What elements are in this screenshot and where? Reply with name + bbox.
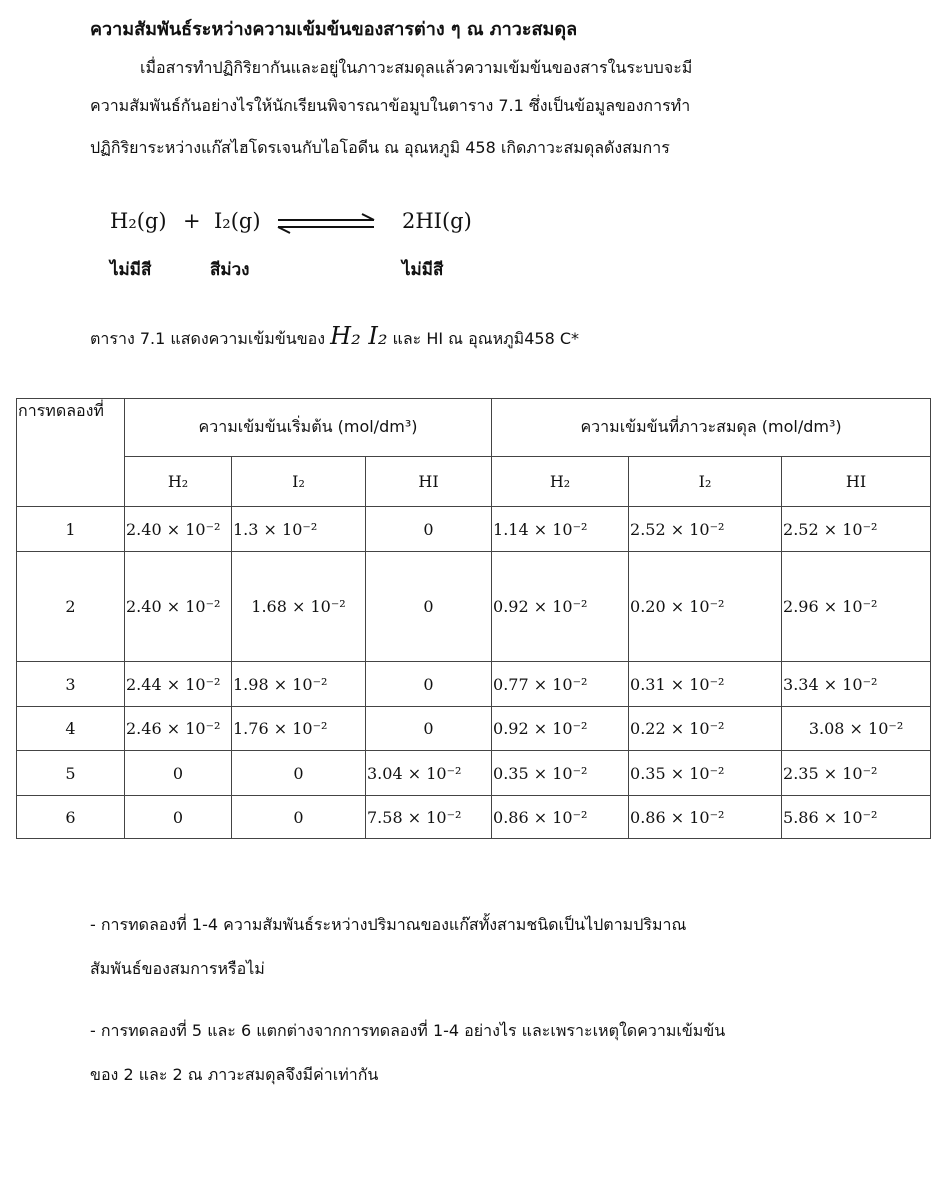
question-1-line-2: สัมพันธ์ของสมการหรือไม่ — [90, 959, 265, 978]
header-equilibrium-concentration: ความเข้มข้นที่ภาวะสมดุล (mol/dm³) — [492, 399, 931, 457]
subheader-eq-hi: HI — [782, 457, 931, 507]
header-initial-concentration: ความเข้มข้นเริ่มต้น (mol/dm³) — [125, 399, 492, 457]
subheader-initial-hi: HI — [366, 457, 492, 507]
subheader-initial-h2: H₂ — [125, 457, 232, 507]
table-caption — [90, 322, 579, 352]
question-2-line-1: - การทดลองที่ 5 และ 6 แตกต่างจากการทดลองที่ 1-4 อย่างไร และเพราะเหตุใดความเข้มข้น — [90, 1021, 726, 1040]
cell-initial-hi: 0 — [366, 707, 492, 751]
plus-sign: + — [183, 209, 201, 233]
cell-initial-h2: 2.40 × 10⁻² — [125, 507, 232, 552]
header-experiment: การทดลองที่ — [17, 399, 125, 507]
label-colorless-1: ไม่มีสี — [110, 260, 152, 280]
page-title: ความสัมพันธ์ระหว่างความเข้มข้นของสารต่าง ๆ ณ ภาวะสมดุล — [90, 19, 578, 40]
cell-eq-hi: 2.35 × 10⁻² — [782, 751, 931, 796]
table-row — [17, 751, 931, 796]
product-hi: 2HI(g) — [402, 209, 472, 233]
reactant-i2: I₂(g) — [214, 209, 261, 233]
cell-initial-hi: 3.04 × 10⁻² — [366, 751, 492, 796]
caption-formula: H₂ I₂ — [330, 322, 388, 350]
cell-eq-hi: 3.34 × 10⁻² — [782, 662, 931, 707]
cell-eq-h2: 0.77 × 10⁻² — [492, 662, 629, 707]
subheader-eq-h2: H₂ — [492, 457, 629, 507]
cell-initial-i2: 0 — [232, 751, 366, 796]
cell-initial-h2: 0 — [125, 796, 232, 839]
question-1-line-1: - การทดลองที่ 1-4 ความสัมพันธ์ระหว่างปริมาณของแก๊สทั้งสามชนิดเป็นไปตามปริมาณ — [90, 915, 687, 934]
table-row — [17, 796, 931, 839]
table-row — [17, 662, 931, 707]
cell-initial-i2: 0 — [232, 796, 366, 839]
intro-line-2: ความสัมพันธ์กันอย่างไรให้นักเรียนพิจารณาข้อมูบในตาราง 7.1 ซึ่งเป็นข้อมูลของการทำ — [90, 96, 691, 115]
cell-eq-h2: 0.92 × 10⁻² — [492, 552, 629, 662]
cell-eq-h2: 0.35 × 10⁻² — [492, 751, 629, 796]
reactant-h2: H₂(g) — [110, 209, 167, 233]
cell-eq-hi: 3.08 × 10⁻² — [782, 707, 931, 751]
cell-eq-i2: 0.35 × 10⁻² — [629, 751, 782, 796]
experiment-number: 6 — [17, 796, 125, 839]
cell-eq-i2: 0.86 × 10⁻² — [629, 796, 782, 839]
cell-initial-hi: 0 — [366, 662, 492, 707]
cell-initial-h2: 2.44 × 10⁻² — [125, 662, 232, 707]
cell-eq-h2: 1.14 × 10⁻² — [492, 507, 629, 552]
cell-eq-hi: 2.96 × 10⁻² — [782, 552, 931, 662]
cell-eq-h2: 0.92 × 10⁻² — [492, 707, 629, 751]
equilibrium-arrow-icon — [276, 212, 376, 234]
experiment-number: 5 — [17, 751, 125, 796]
cell-eq-h2: 0.86 × 10⁻² — [492, 796, 629, 839]
experiment-number: 3 — [17, 662, 125, 707]
label-colorless-2: ไม่มีสี — [402, 260, 444, 280]
experiment-number: 1 — [17, 507, 125, 552]
cell-initial-i2: 1.68 × 10⁻² — [232, 552, 366, 662]
cell-initial-i2: 1.3 × 10⁻² — [232, 507, 366, 552]
cell-eq-i2: 0.20 × 10⁻² — [629, 552, 782, 662]
cell-eq-hi: 2.52 × 10⁻² — [782, 507, 931, 552]
intro-line-1: เมื่อสารทำปฏิกิริยากันและอยู่ในภาวะสมดุลแล้วความเข้มข้นของสารในระบบจะมี — [140, 58, 693, 77]
cell-eq-i2: 0.31 × 10⁻² — [629, 662, 782, 707]
cell-eq-i2: 2.52 × 10⁻² — [629, 507, 782, 552]
label-purple: สีม่วง — [210, 260, 250, 280]
caption-suffix: และ HI ณ อุณหภูมิ458 C* — [392, 329, 579, 348]
concentration-table — [16, 398, 931, 839]
subheader-initial-i2: I₂ — [232, 457, 366, 507]
cell-initial-hi: 7.58 × 10⁻² — [366, 796, 492, 839]
caption-prefix: ตาราง 7.1 แสดงความเข้มข้นของ — [90, 329, 326, 348]
cell-initial-h2: 0 — [125, 751, 232, 796]
cell-initial-i2: 1.76 × 10⁻² — [232, 707, 366, 751]
question-2-line-2: ของ 2 และ 2 ณ ภาวะสมดุลจึงมีค่าเท่ากัน — [90, 1065, 379, 1084]
experiment-number: 2 — [17, 552, 125, 662]
subheader-eq-i2: I₂ — [629, 457, 782, 507]
cell-eq-hi: 5.86 × 10⁻² — [782, 796, 931, 839]
cell-initial-hi: 0 — [366, 552, 492, 662]
cell-eq-i2: 0.22 × 10⁻² — [629, 707, 782, 751]
cell-initial-hi: 0 — [366, 507, 492, 552]
cell-initial-h2: 2.40 × 10⁻² — [125, 552, 232, 662]
table-row — [17, 552, 931, 662]
table-row — [17, 507, 931, 552]
cell-initial-i2: 1.98 × 10⁻² — [232, 662, 366, 707]
intro-line-3: ปฏิกิริยาระหว่างแก๊สไฮโดรเจนกับไอโอดีน ณ อุณหภูมิ 458 เกิดภาวะสมดุลดังสมการ — [90, 138, 670, 157]
cell-initial-h2: 2.46 × 10⁻² — [125, 707, 232, 751]
experiment-number: 4 — [17, 707, 125, 751]
table-row — [17, 707, 931, 751]
